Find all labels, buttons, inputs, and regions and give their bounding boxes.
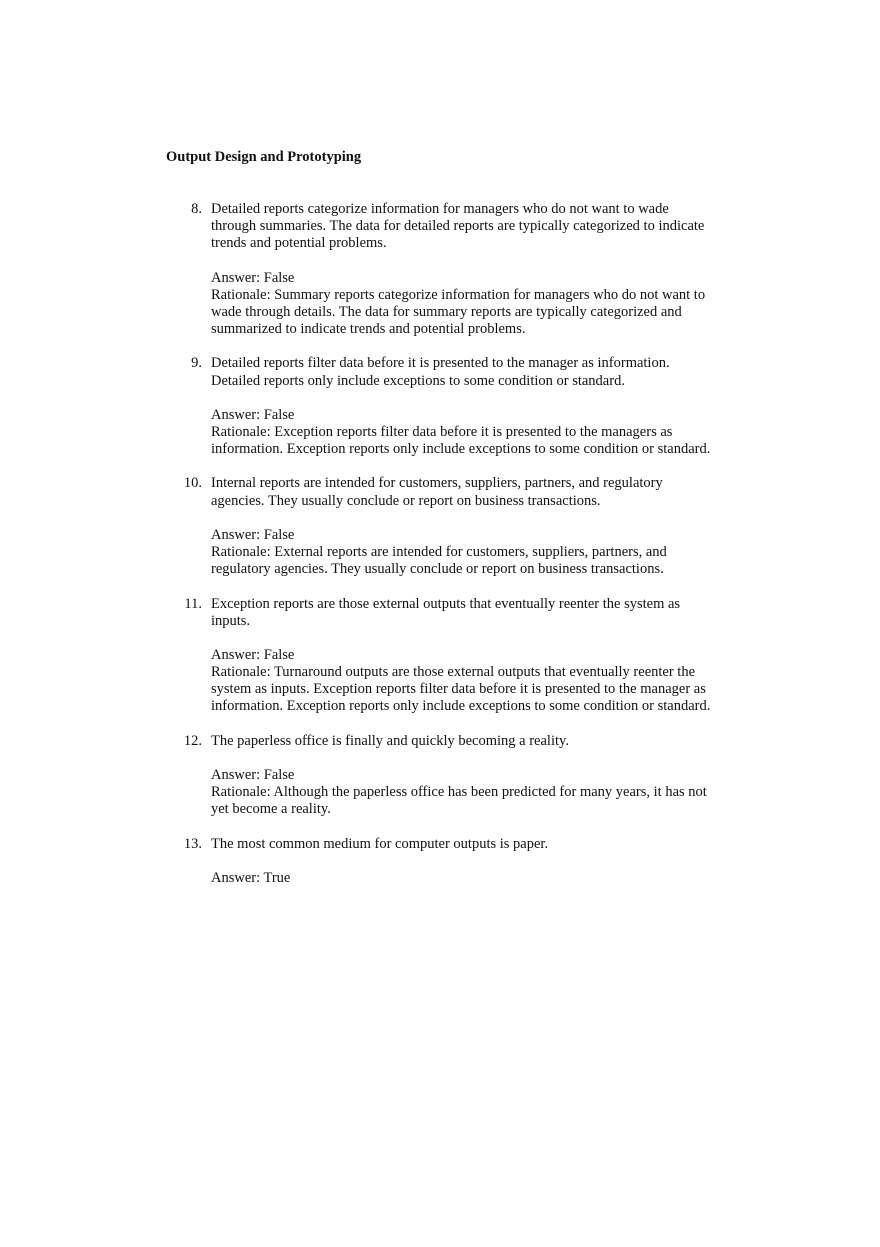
question-number: 9. [191, 355, 202, 372]
question-item [166, 201, 766, 338]
answer-block [211, 527, 766, 578]
question-line: agencies. They usually conclude or report on business transactions. [211, 492, 601, 509]
answer-text: Answer: False [211, 767, 295, 784]
page-title: Output Design and Prototyping [166, 149, 362, 165]
question-text [211, 733, 766, 750]
rationale-line: Rationale: Summary reports categorize information for managers who do not want to [211, 286, 706, 303]
question-number: 12. [183, 732, 202, 749]
answer-block [211, 270, 766, 339]
rationale-line: Rationale: Exception reports filter data before it is presented to the managers as [211, 423, 673, 440]
question-line: The paperless office is finally and quickly becoming a reality. [211, 732, 569, 749]
question-list [166, 201, 766, 904]
answer-text: Answer: False [211, 406, 295, 423]
answer-text: Answer: False [211, 269, 295, 286]
answer-block [211, 870, 766, 887]
rationale-line: wade through details. The data for summary reports are typically categorized and [211, 303, 682, 320]
question-text [211, 355, 766, 389]
question-item [166, 475, 766, 578]
question-text [211, 201, 766, 252]
question-line: trends and potential problems. [211, 235, 387, 252]
question-item [166, 733, 766, 819]
rationale-line: yet become a reality. [211, 801, 331, 818]
answer-text: Answer: True [211, 869, 291, 886]
question-text [211, 475, 766, 509]
rationale-line: summarized to indicate trends and potential problems. [211, 321, 526, 338]
question-line: Internal reports are intended for customers, suppliers, partners, and regulatory [211, 475, 663, 492]
question-number: 11. [184, 595, 202, 612]
question-line: Detailed reports categorize information for managers who do not want to wade [211, 201, 669, 217]
question-line: Detailed reports filter data before it is presented to the manager as information. [211, 355, 670, 372]
question-line: Detailed reports only include exceptions to some condition or standard. [211, 372, 625, 389]
question-number: 10. [183, 475, 202, 492]
answer-text: Answer: False [211, 646, 295, 663]
rationale-line: Rationale: External reports are intended for customers, suppliers, partners, and [211, 544, 667, 561]
rationale-line: Rationale: Although the paperless office has been predicted for many years, it has not [211, 784, 707, 801]
question-item [166, 355, 766, 458]
question-line: through summaries. The data for detailed reports are typically categorized to indicate [211, 218, 705, 235]
answer-block [211, 767, 766, 818]
rationale-line: regulatory agencies. They usually conclude or report on business transactions. [211, 561, 664, 578]
question-line: inputs. [211, 612, 251, 629]
question-item [166, 836, 766, 887]
question-line: The most common medium for computer outputs is paper. [211, 835, 549, 852]
rationale-line: Rationale: Turnaround outputs are those external outputs that eventually reenter the [211, 664, 696, 681]
question-text [211, 836, 766, 853]
question-item [166, 596, 766, 716]
rationale-line: system as inputs. Exception reports filter data before it is presented to the manager as [211, 681, 706, 698]
question-number: 13. [183, 835, 202, 852]
rationale-line: information. Exception reports only include exceptions to some condition or standard. [211, 441, 711, 458]
answer-block [211, 647, 766, 716]
answer-text: Answer: False [211, 526, 295, 543]
answer-block [211, 407, 766, 458]
question-line: Exception reports are those external outputs that eventually reenter the system as [211, 595, 681, 612]
question-text [211, 596, 766, 630]
question-number: 8. [191, 201, 202, 217]
rationale-line: information. Exception reports only include exceptions to some condition or standard. [211, 698, 711, 715]
